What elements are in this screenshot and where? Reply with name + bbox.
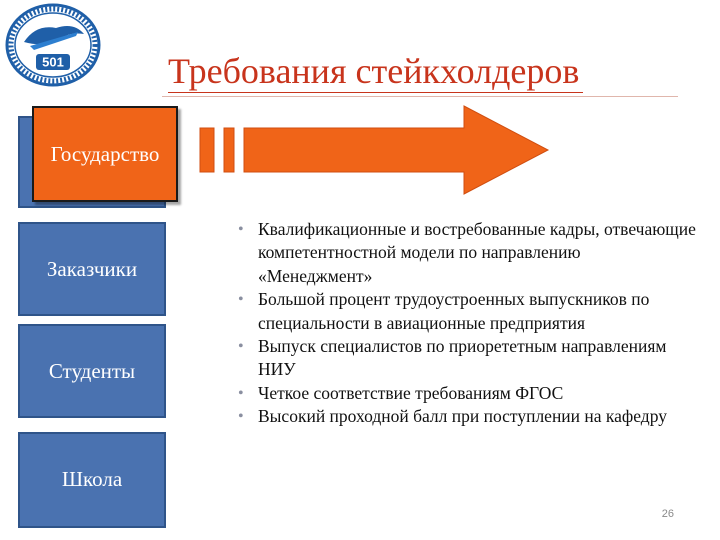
title-divider xyxy=(162,96,678,97)
list-item xyxy=(236,218,696,288)
university-logo xyxy=(4,2,102,88)
requirement-text: Выпуск специалистов по приорететным направлениям НИУ xyxy=(258,336,667,380)
logo-badge-text: 501 xyxy=(42,54,64,70)
stakeholder-label: Школа xyxy=(61,467,123,491)
bullet-icon: • xyxy=(238,338,244,356)
list-item xyxy=(236,405,696,428)
bullet-icon: • xyxy=(238,221,244,238)
stakeholder-box-state xyxy=(32,106,178,202)
requirement-text: Четкое соответствие требованиям ФГОС xyxy=(258,382,564,403)
stakeholder-label: Государство xyxy=(50,141,160,166)
list-item xyxy=(236,288,696,335)
bullet-icon: • xyxy=(238,384,244,402)
list-item xyxy=(236,382,696,405)
stakeholder-box-customers xyxy=(18,222,166,316)
stakeholder-label: Студенты xyxy=(48,358,136,383)
bullet-icon: • xyxy=(238,291,244,309)
requirement-text: Квалификационные и востребованные кадры, отвечающие компетентностной модели по направлению «Менеджмент» xyxy=(258,219,696,286)
stakeholder-label: Заказчики xyxy=(46,256,138,281)
slide-title: Требования стейкхолдеров xyxy=(168,50,583,93)
right-arrow-icon xyxy=(198,104,550,196)
requirement-text: Большой процент трудоустроенных выпускников по специальности в авиационные предприятия xyxy=(258,289,650,333)
bullet-icon: • xyxy=(238,408,244,426)
requirement-text: Высокий проходной балл при поступлении на кафедру xyxy=(258,406,667,427)
stakeholder-box-school xyxy=(18,432,166,528)
stakeholder-box-students xyxy=(18,324,166,418)
requirements-list xyxy=(236,218,696,429)
list-item xyxy=(236,335,696,382)
page-number: 26 xyxy=(661,508,674,520)
